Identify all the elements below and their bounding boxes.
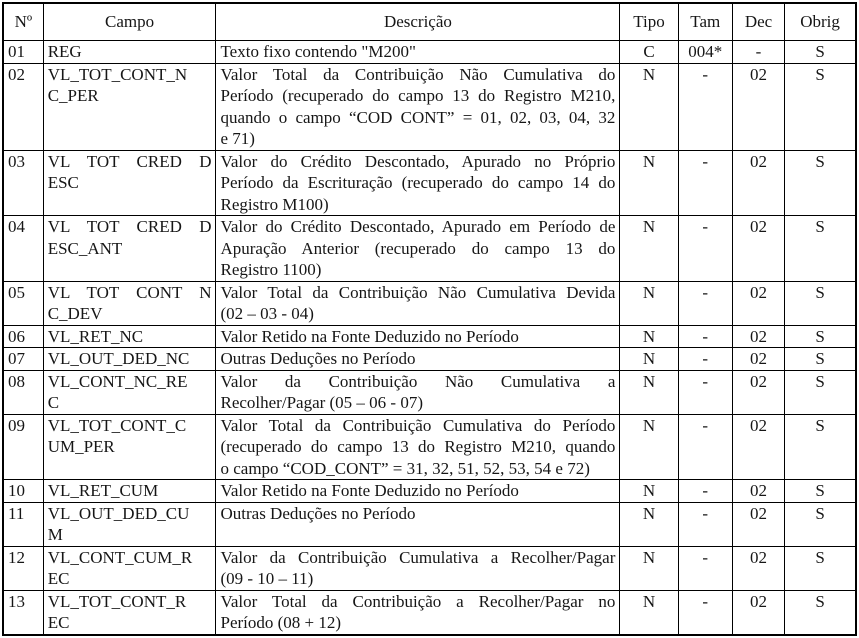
cell-obrig: S [785, 370, 856, 414]
cell-tipo: N [620, 216, 678, 282]
cell-tipo: N [620, 370, 678, 414]
cell-campo: VL TOT CRED D ESC_ANT [43, 216, 216, 282]
cell-dec: 02 [732, 590, 784, 635]
cell-dec: 02 [732, 325, 784, 348]
cell-tipo: N [620, 480, 678, 503]
table-row [3, 325, 856, 348]
table-row [3, 150, 856, 216]
cell-num: 09 [3, 414, 43, 480]
cell-tam: - [678, 348, 732, 371]
cell-obrig: S [785, 348, 856, 371]
cell-campo: VL_TOT_CONT_C UM_PER [43, 414, 216, 480]
cell-descricao: Valor da Contribuição Não Cumulativa a Recolher/Pagar (05 – 06 - 07) [216, 370, 620, 414]
cell-obrig: S [785, 590, 856, 635]
cell-tipo: N [620, 325, 678, 348]
cell-descricao: Valor do Crédito Descontado, Apurado em Período de Apuração Anterior (recuperado do campo 13 do Registro 1100) [216, 216, 620, 282]
table-row [3, 370, 856, 414]
cell-num: 13 [3, 590, 43, 635]
table-row [3, 281, 856, 325]
cell-tam: - [678, 216, 732, 282]
cell-campo: VL_RET_CUM [43, 480, 216, 503]
cell-obrig: S [785, 325, 856, 348]
cell-dec: 02 [732, 414, 784, 480]
cell-tipo: N [620, 281, 678, 325]
cell-tam: - [678, 546, 732, 590]
cell-dec: 02 [732, 480, 784, 503]
cell-obrig: S [785, 63, 856, 150]
cell-obrig: S [785, 502, 856, 546]
cell-dec: 02 [732, 216, 784, 282]
cell-tam: - [678, 590, 732, 635]
cell-obrig: S [785, 216, 856, 282]
table-body [3, 41, 856, 635]
cell-descricao: Valor Total da Contribuição Cumulativa do Período (recuperado do campo 13 do Registro M210, quando o campo “COD_CONT” = 31, 32, 51, 52, 53, 54 e 72) [216, 414, 620, 480]
cell-campo: VL_TOT_CONT_N C_PER [43, 63, 216, 150]
column-header-dec: Dec [732, 3, 784, 41]
column-header-num: Nº [3, 3, 43, 41]
cell-obrig: S [785, 546, 856, 590]
cell-tipo: N [620, 590, 678, 635]
table-row [3, 41, 856, 64]
cell-tam: - [678, 414, 732, 480]
cell-num: 08 [3, 370, 43, 414]
column-header-descricao: Descrição [216, 3, 620, 41]
cell-descricao: Outras Deduções no Período [216, 348, 620, 371]
cell-obrig: S [785, 150, 856, 216]
cell-campo: VL_CONT_NC_RE C [43, 370, 216, 414]
record-layout-table [2, 2, 857, 636]
cell-dec: 02 [732, 348, 784, 371]
cell-campo: VL_OUT_DED_CU M [43, 502, 216, 546]
cell-dec: - [732, 41, 784, 64]
cell-num: 11 [3, 502, 43, 546]
table-header [3, 3, 856, 41]
cell-dec: 02 [732, 150, 784, 216]
cell-campo: VL TOT CRED D ESC [43, 150, 216, 216]
cell-num: 01 [3, 41, 43, 64]
cell-num: 07 [3, 348, 43, 371]
column-header-tipo: Tipo [620, 3, 678, 41]
cell-tipo: N [620, 348, 678, 371]
cell-campo: VL_TOT_CONT_R EC [43, 590, 216, 635]
cell-descricao: Valor Retido na Fonte Deduzido no Período [216, 325, 620, 348]
cell-dec: 02 [732, 370, 784, 414]
table-row [3, 348, 856, 371]
cell-tipo: N [620, 414, 678, 480]
cell-tipo: C [620, 41, 678, 64]
cell-tipo: N [620, 546, 678, 590]
cell-tam: 004* [678, 41, 732, 64]
cell-descricao: Valor do Crédito Descontado, Apurado no Próprio Período da Escrituração (recuperado do campo 14 do Registro M100) [216, 150, 620, 216]
table-row [3, 590, 856, 635]
table-row [3, 480, 856, 503]
cell-tam: - [678, 502, 732, 546]
cell-tam: - [678, 370, 732, 414]
column-header-campo: Campo [43, 3, 216, 41]
cell-campo: VL TOT CONT N C_DEV [43, 281, 216, 325]
column-header-tam: Tam [678, 3, 732, 41]
cell-tipo: N [620, 63, 678, 150]
cell-tam: - [678, 150, 732, 216]
cell-tipo: N [620, 502, 678, 546]
cell-descricao: Valor Total da Contribuição Não Cumulativa Devida (02 – 03 - 04) [216, 281, 620, 325]
cell-tam: - [678, 480, 732, 503]
cell-campo: VL_CONT_CUM_R EC [43, 546, 216, 590]
table-row [3, 546, 856, 590]
cell-campo: VL_RET_NC [43, 325, 216, 348]
column-header-obrig: Obrig [785, 3, 856, 41]
cell-tipo: N [620, 150, 678, 216]
cell-dec: 02 [732, 281, 784, 325]
cell-descricao: Valor Retido na Fonte Deduzido no Período [216, 480, 620, 503]
cell-obrig: S [785, 480, 856, 503]
cell-descricao: Valor Total da Contribuição a Recolher/Pagar no Período (08 + 12) [216, 590, 620, 635]
cell-descricao: Valor Total da Contribuição Não Cumulativa do Período (recuperado do campo 13 do Registro M210, quando o campo “COD CONT” = 01, 02, 03, 04, 32 e 71) [216, 63, 620, 150]
cell-dec: 02 [732, 63, 784, 150]
cell-obrig: S [785, 281, 856, 325]
cell-num: 02 [3, 63, 43, 150]
cell-descricao: Texto fixo contendo "M200" [216, 41, 620, 64]
cell-tam: - [678, 281, 732, 325]
cell-obrig: S [785, 41, 856, 64]
cell-dec: 02 [732, 546, 784, 590]
cell-num: 06 [3, 325, 43, 348]
cell-num: 05 [3, 281, 43, 325]
cell-tam: - [678, 63, 732, 150]
cell-num: 04 [3, 216, 43, 282]
header-row [3, 3, 856, 41]
cell-descricao: Valor da Contribuição Cumulativa a Recolher/Pagar (09 - 10 – 11) [216, 546, 620, 590]
cell-num: 12 [3, 546, 43, 590]
cell-campo: VL_OUT_DED_NC [43, 348, 216, 371]
cell-obrig: S [785, 414, 856, 480]
table-row [3, 414, 856, 480]
cell-tam: - [678, 325, 732, 348]
cell-num: 03 [3, 150, 43, 216]
cell-num: 10 [3, 480, 43, 503]
cell-descricao: Outras Deduções no Período [216, 502, 620, 546]
cell-campo: REG [43, 41, 216, 64]
table-row [3, 63, 856, 150]
table-row [3, 502, 856, 546]
cell-dec: 02 [732, 502, 784, 546]
table-row [3, 216, 856, 282]
